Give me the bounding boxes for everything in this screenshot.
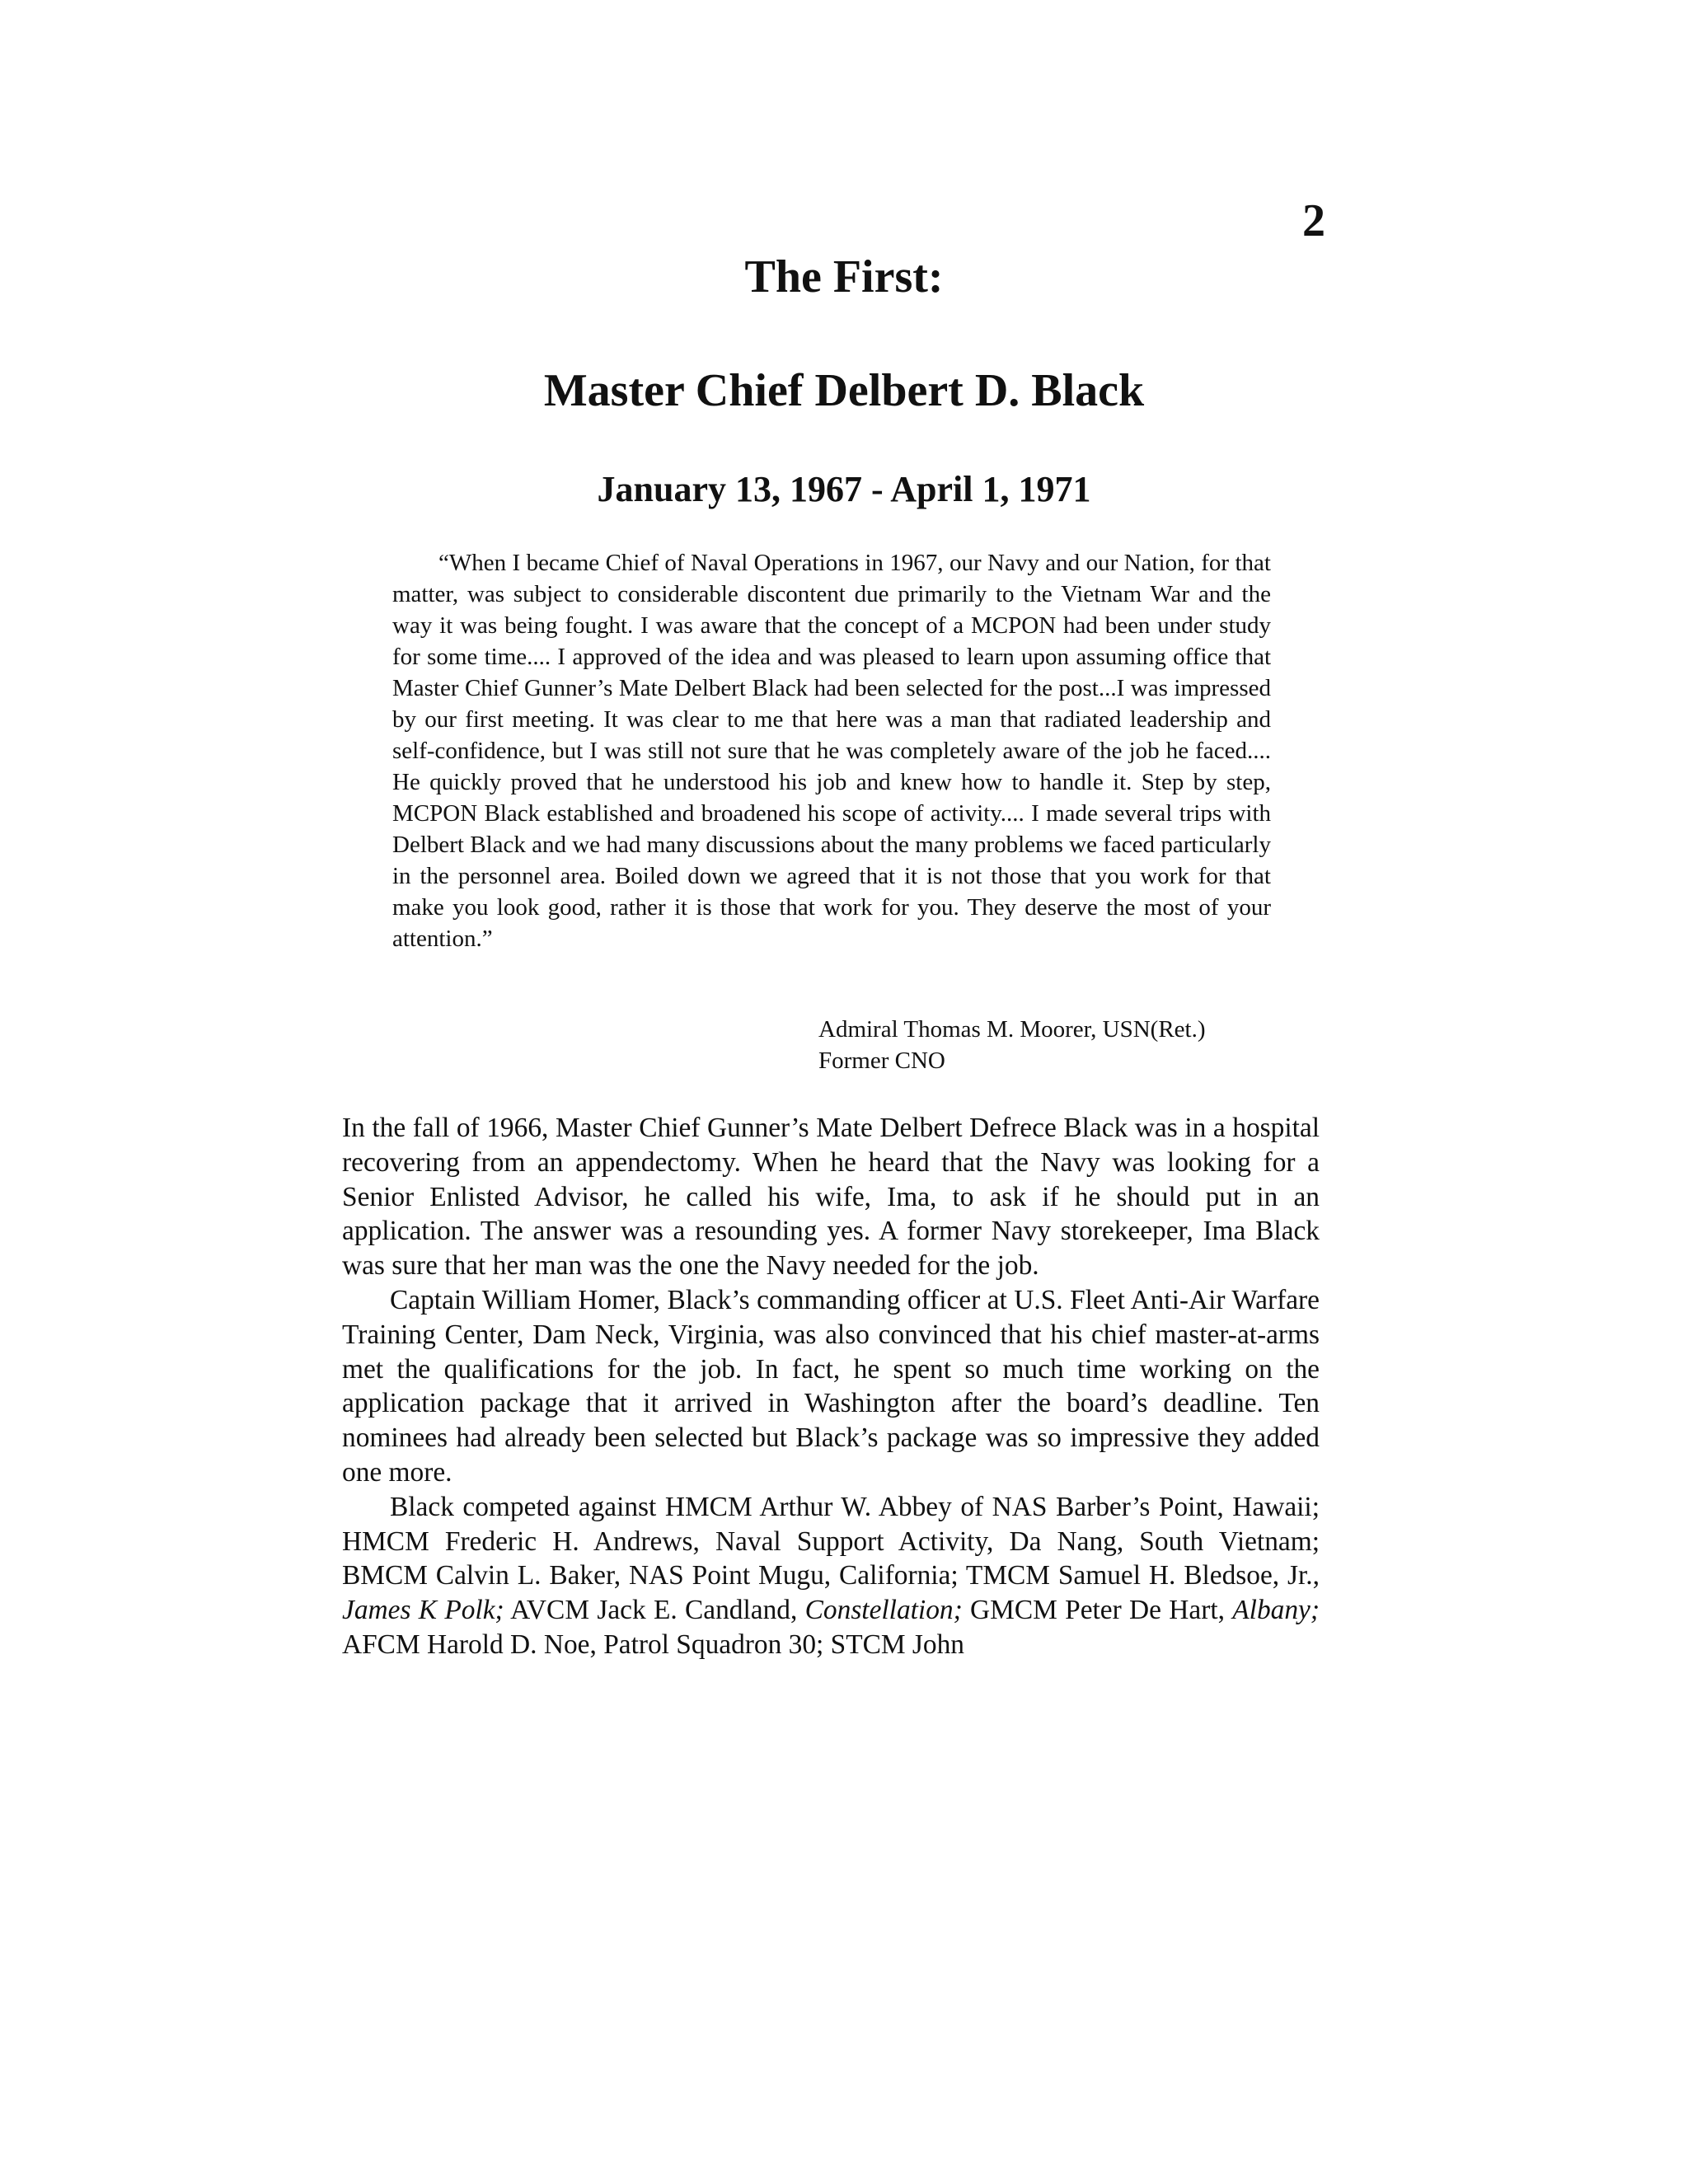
paragraph-3-text: AVCM Jack E. Candland, [504, 1595, 805, 1626]
body-text [342, 1111, 1320, 1662]
ship-name-albany: Albany; [1232, 1595, 1320, 1626]
chapter-number: 2 [1302, 195, 1325, 246]
paragraph-3-text: Black competed against HMCM Arthur W. Abbey of NAS Barber’s Point, Hawaii; HMCM Frederic H. Andrews, Naval Support Activity, Da Nang, South Vietnam; BMCM Calvin L. Baker, NAS Point Mugu, California; TMCM Samuel H. Bledsoe, Jr., [342, 1491, 1320, 1591]
chapter-subtitle-name: Master Chief Delbert D. Black [543, 365, 1145, 416]
attribution-name: Admiral Thomas M. Moorer, USN(Ret.) [818, 1016, 1206, 1043]
body-paragraph-2: Captain William Homer, Black’s commanding officer at U.S. Fleet Anti-Air Warfare Training Center, Dam Neck, Virginia, was also convinced that his chief master-at-arms met the qualifications for the job. In fact, he spent so much time working on the application package that it arrived in Washington after the board’s deadline. Ten nominees had already been selected but Black’s package was so impressive they added one more. [342, 1284, 1320, 1488]
body-paragraph-3 [342, 1490, 1320, 1662]
paragraph-3-text: AFCM Harold D. Noe, Patrol Squadron 30; STCM John [342, 1629, 965, 1660]
chapter-dates: January 13, 1967 - April 1, 1971 [597, 469, 1091, 509]
epigraph-quote: “When I became Chief of Naval Operations in 1967, our Navy and our Nation, for that matter, was subject to considerable discontent due primarily to the Vietnam War and the way it was being fought. I was aware that the concept of a MCPON had been under study for some time.... I approved of the idea and was pleased to learn upon assuming office that Master Chief Gunner’s Mate Delbert Black had been selected for the post...I was impressed by our first meeting. It was clear to me that here was a man that radiated leadership and self-confidence, but I was still not sure that he was completely aware of the job he faced.... He quickly proved that he understood his job and knew how to handle it. Step by step, MCPON Black established and broadened his scope of activity.... I made several trips with Delbert Black and we had many discussions about the many problems we faced particularly in the personnel area. Boiled down we agreed that it is not those that you work for that make you look good, rather it is those that work for you. They deserve the most of your attention.” [392, 550, 1271, 952]
ship-name-james-k-polk: James K Polk; [342, 1595, 504, 1626]
epigraph-attribution [818, 1014, 1206, 1076]
attribution-role: Former CNO [818, 1047, 945, 1074]
ship-name-constellation: Constellation; [804, 1595, 963, 1626]
body-paragraph-1: In the fall of 1966, Master Chief Gunner’s Mate Delbert Defrece Black was in a hospital recovering from an appendectomy. When he heard that the Navy was looking for a Senior Enlisted Advisor, he called his wife, Ima, to ask if he should put in an application. The answer was a resounding yes. A former Navy storekeeper, Ima Black was sure that her man was the one the Navy needed for the job. [342, 1113, 1320, 1282]
chapter-title: The First: [744, 251, 944, 302]
paragraph-3-text: GMCM Peter De Hart, [962, 1595, 1233, 1626]
